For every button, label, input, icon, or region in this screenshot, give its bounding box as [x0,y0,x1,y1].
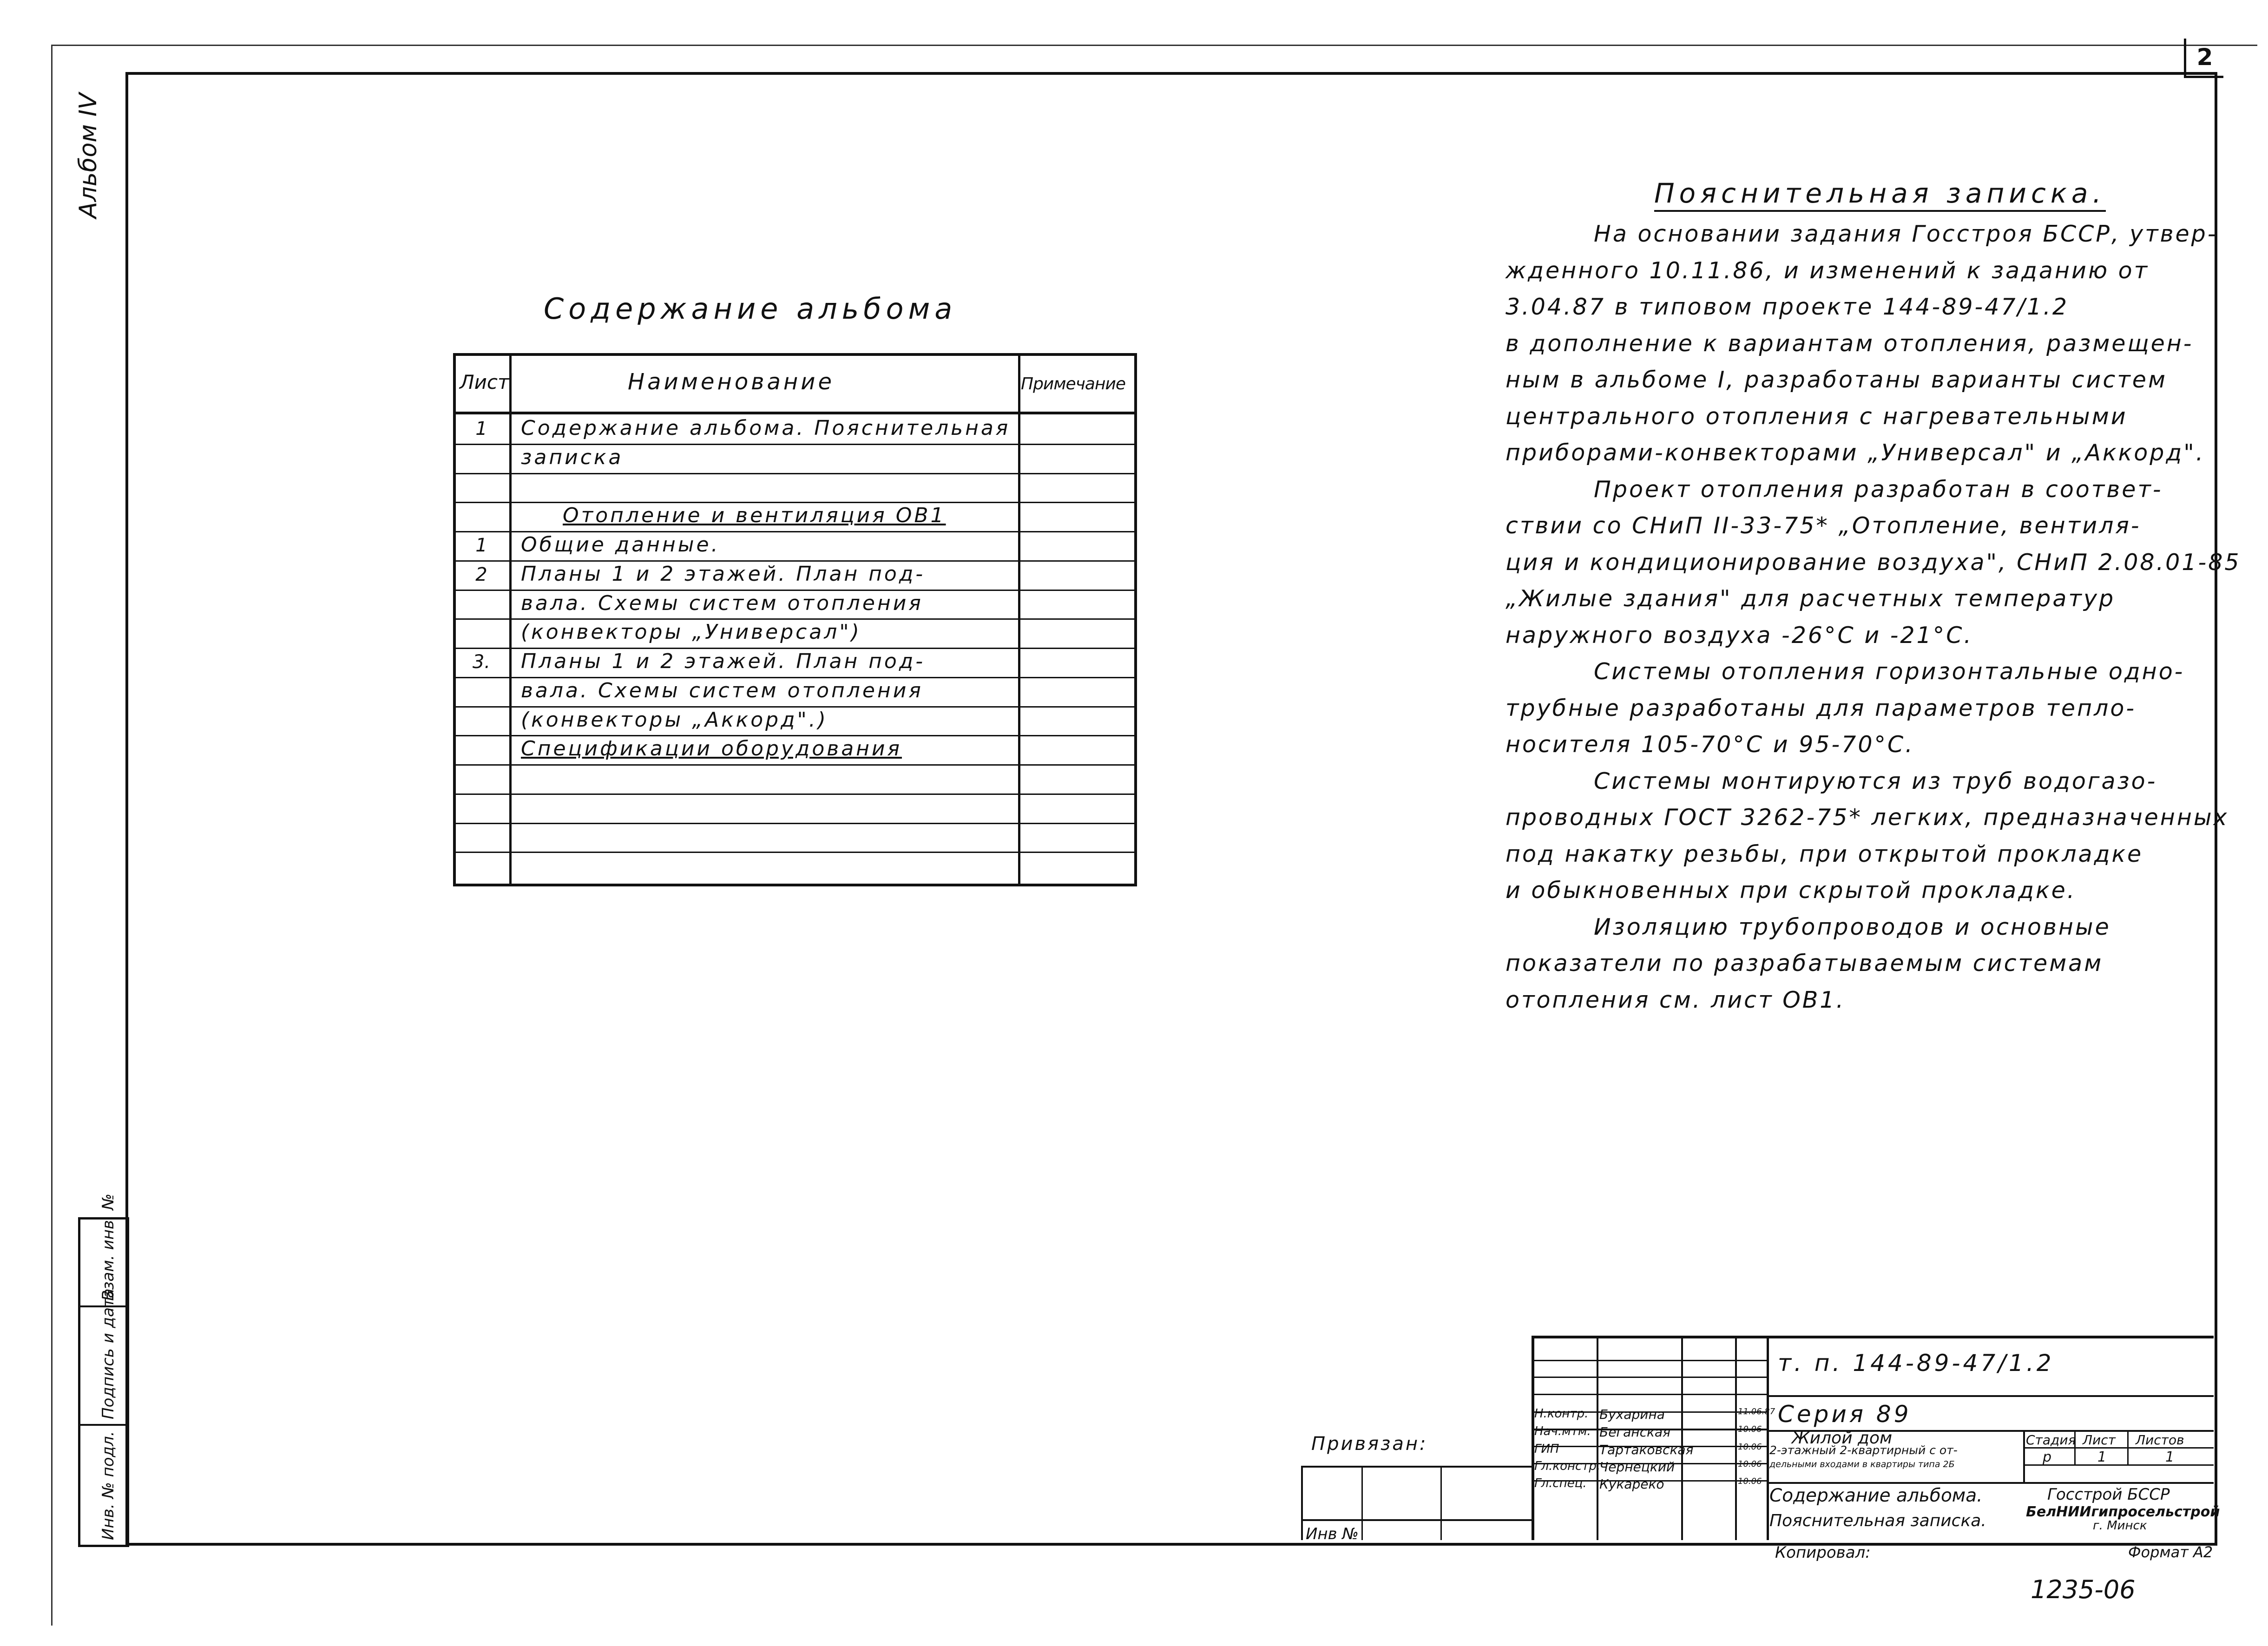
row-sheet-number: 2 [475,564,487,585]
row-sheet-number: 3. [472,651,491,673]
row-divider [456,764,1134,766]
sheet-value: 1 [2097,1449,2107,1465]
signer-name: Чернецкий [1599,1459,1675,1475]
row-divider [456,560,1134,562]
row-divider [456,502,1134,503]
row-divider [456,648,1134,649]
object-title-1: Жилой дом [1792,1429,1893,1448]
note-line: ция и кондиционирование воздуха", СНиП 2.08.01-85 [1505,549,2241,576]
signer-date: 10.06 [1738,1459,1762,1469]
series: Серия 89 [1778,1401,1912,1428]
row-title: Содержание альбома. Пояснительная [521,416,1011,440]
contents-title: Содержание альбома [544,292,957,326]
signer-date: 10.06 [1738,1442,1762,1452]
contents-table [453,353,1137,886]
header-note: Примечание [1021,374,1126,393]
sheet-label: Лист [2083,1432,2116,1448]
note-line: Проект отопления разработан в соответ- [1594,476,2163,503]
signer-role: Гл.спец. [1534,1476,1587,1490]
note-line: под накатку резьбы, при открытой прокладке [1505,840,2143,867]
row-title: Отопление и вентиляция ОВ1 [563,504,946,528]
row-divider [456,793,1134,795]
note-line: трубные разработаны для параметров тепло- [1505,695,2137,721]
strip-sign-date: Подпись и дата [99,1288,118,1419]
stage-value: р [2043,1449,2052,1465]
signer-name: Бухарина [1599,1407,1665,1422]
row-divider [456,618,1134,620]
row-title: Общие данные. [521,533,720,557]
strip-inv-no: Инв. № подл. [99,1431,118,1540]
row-title: записка [521,445,624,469]
row-title: Планы 1 и 2 этажей. План под- [521,649,926,673]
signer-date: 11.06.87 [1738,1407,1775,1416]
row-title: вала. Схемы систем отопления [521,678,923,702]
copied-label: Копировал: [1775,1543,1871,1562]
format-label: Формат А2 [2128,1543,2213,1561]
row-divider [456,735,1134,736]
signer-name: Беганская [1599,1424,1670,1440]
row-title: Спецификации оборудования [521,737,902,761]
project-code: т. п. 144-89-47/1.2 [1778,1350,2054,1377]
sheet-title-2: Пояснительная записка. [1769,1511,1986,1530]
bound-label: Привязан: [1311,1433,1428,1455]
row-title: вала. Схемы систем отопления [521,591,923,615]
signer-date: 10.06 [1738,1424,1762,1434]
note-line: Изоляцию трубопроводов и основные [1594,913,2111,940]
signer-role: Н.контр. [1534,1407,1589,1421]
org-2: БелНИИгипросельстрой [2026,1504,2220,1520]
note-line: в дополнение к вариантам отопления, размещен- [1505,330,2194,357]
note-line: „Жилые здания" для расчетных температур [1505,585,2116,612]
note-line: центрального отопления с нагревательными [1505,403,2128,430]
sheets-label: Листов [2136,1432,2184,1448]
note-line: Системы отопления горизонтальные одно- [1594,658,2185,685]
note-line: На основании задания Госстроя БССР, утвер- [1594,221,2218,247]
signer-role: Гл.констр. [1534,1459,1601,1473]
note-line: показатели по разрабатываемым системам [1505,950,2104,977]
sheet-title-1: Содержание альбома. [1769,1485,1983,1506]
note-title: Пояснительная записка. [1654,177,2106,212]
row-divider [456,590,1134,591]
note-line: жденного 10.11.86, и изменений к заданию от [1505,257,2150,284]
album-side-label: Альбом IV [74,92,102,218]
row-sheet-number: 1 [475,418,487,439]
signer-name: Тартаковская [1599,1442,1694,1457]
sheet-number: 2 [2184,39,2223,78]
inv-label: Инв № [1306,1525,1359,1543]
row-sheet-number: 1 [475,535,487,556]
row-title: Планы 1 и 2 этажей. План под- [521,562,926,586]
row-divider [456,823,1134,824]
note-line: ствии со СНиП II-33-75* „Отопление, вентиля- [1505,512,2141,539]
signer-role: Нач.мтм. [1534,1424,1591,1438]
signer-date: 10.06 [1738,1476,1762,1486]
strip-divider [80,1424,127,1426]
note-line: 3.04.87 в типовом проекте 144-89-47/1.2 [1505,294,2069,320]
sheets-value: 1 [2165,1449,2175,1465]
left-stamp-strip [78,1194,129,1547]
object-title-3: дельными входами в квартиры типа 2Б [1769,1459,1955,1469]
note-line: ным в альбоме I, разработаны варианты систем [1505,367,2167,393]
row-divider [456,531,1134,532]
note-line: приборами-конвекторами „Универсал" и „Аккорд". [1505,439,2205,466]
org-3: г. Минск [2093,1519,2147,1533]
stage-label: Стадия [2026,1432,2076,1448]
note-line: проводных ГОСТ 3262-75* легких, предназначенных [1505,804,2229,831]
note-line: и обыкновенных при скрытой прокладке. [1505,877,2077,904]
row-title: (конвекторы „Универсал") [521,620,861,644]
row-divider [456,444,1134,445]
note-line: Системы монтируются из труб водогазо- [1594,767,2157,794]
title-block [1532,1336,2220,1540]
note-line: наружного воздуха -26°С и -21°С. [1505,622,1973,649]
row-divider [456,677,1134,678]
note-line: носителя 105-70°С и 95-70°С. [1505,731,1914,758]
signer-role: ГИП [1534,1442,1559,1456]
header-divider [456,412,1134,414]
archive-number: 1235-06 [2031,1575,2136,1604]
header-sheet: Лист [460,371,509,393]
header-name: Наименование [628,369,835,395]
org-1: Госстрой БССР [2047,1485,2170,1504]
row-title: (конвекторы „Аккорд".) [521,708,828,732]
strip-replace-inv: Взам. инв. № [99,1194,118,1301]
row-divider [456,706,1134,708]
object-title-2: 2-этажный 2-квартирный с от- [1769,1443,1958,1457]
signer-name: Кукареко [1599,1476,1664,1492]
row-divider [456,852,1134,853]
row-divider [456,473,1134,474]
note-line: отопления см. лист ОВ1. [1505,986,1846,1013]
